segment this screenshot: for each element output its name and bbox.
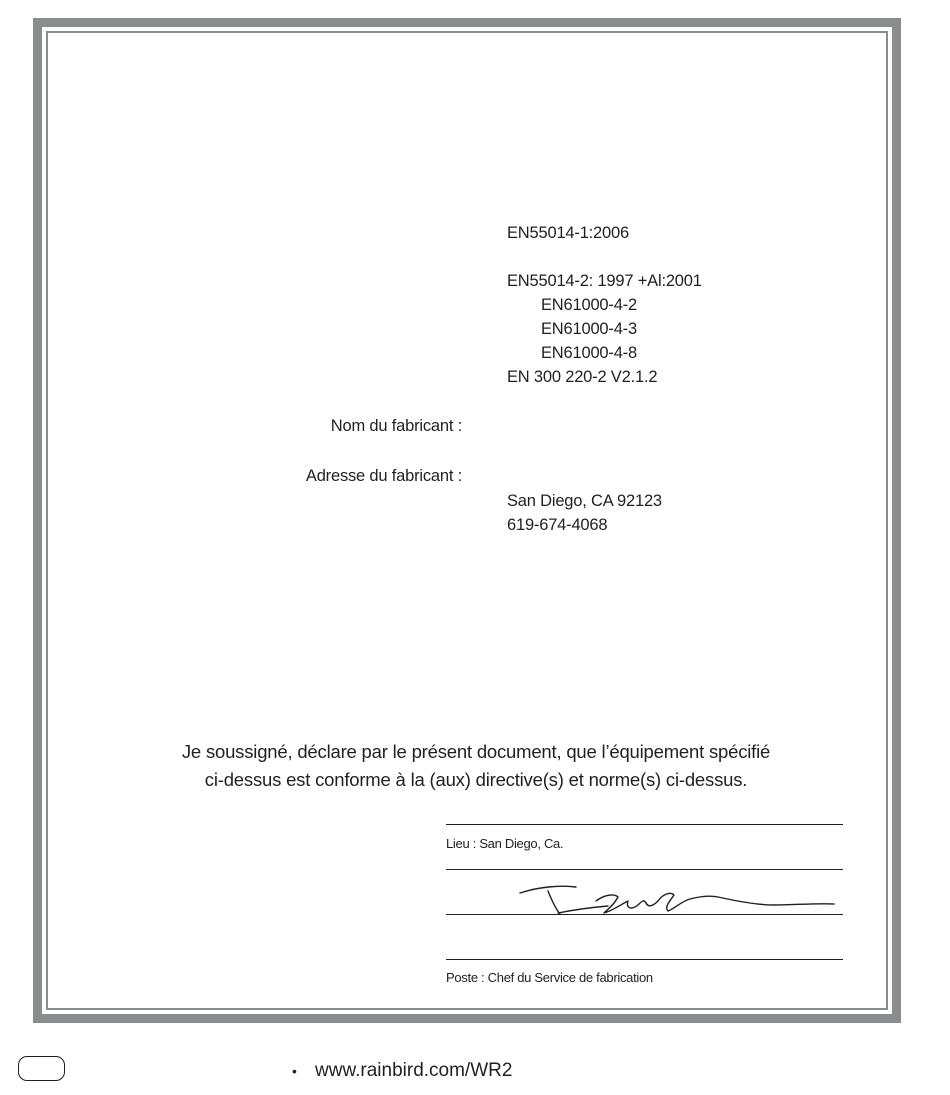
- standard-en61000-4-2: EN61000-4-2: [541, 296, 637, 314]
- standard-en61000-4-8: EN61000-4-8: [541, 344, 637, 362]
- standard-en300-220-2: EN 300 220-2 V2.1.2: [507, 368, 658, 386]
- standard-en55014-1: EN55014-1:2006: [507, 224, 629, 242]
- declaration-line-2: ci-dessus est conforme à la (aux) directive(s) et norme(s) ci-dessus.: [204, 769, 748, 790]
- manufacturer-phone: 619-674-4068: [507, 516, 608, 534]
- document-frame: [33, 18, 901, 1023]
- signature-rule-bottom: [446, 914, 843, 915]
- manufacturer-address-label: Adresse du fabricant :: [305, 467, 462, 485]
- position-text: Poste : Chef du Service de fabrication: [446, 970, 653, 985]
- manufacturer-city: San Diego, CA 92123: [507, 492, 662, 510]
- signature-rule-top: [446, 869, 843, 870]
- signature-image: [512, 873, 847, 925]
- position-rule: [446, 959, 843, 960]
- declaration-line-1: Je soussigné, déclare par le présent document, que l’équipement spécifié: [181, 741, 771, 762]
- document-frame-inner-border: [46, 31, 888, 1010]
- standard-en61000-4-3: EN61000-4-3: [541, 320, 637, 338]
- place-rule: [446, 824, 843, 825]
- footer-url[interactable]: www.rainbird.com/WR2: [315, 1060, 513, 1081]
- footer-bullet: •: [292, 1063, 297, 1079]
- standard-en55014-2: EN55014-2: 1997 +Al:2001: [507, 272, 702, 290]
- manufacturer-name-label: Nom du fabricant :: [330, 417, 462, 435]
- place-text: Lieu : San Diego, Ca.: [446, 836, 564, 851]
- page-number-tab: [18, 1056, 65, 1081]
